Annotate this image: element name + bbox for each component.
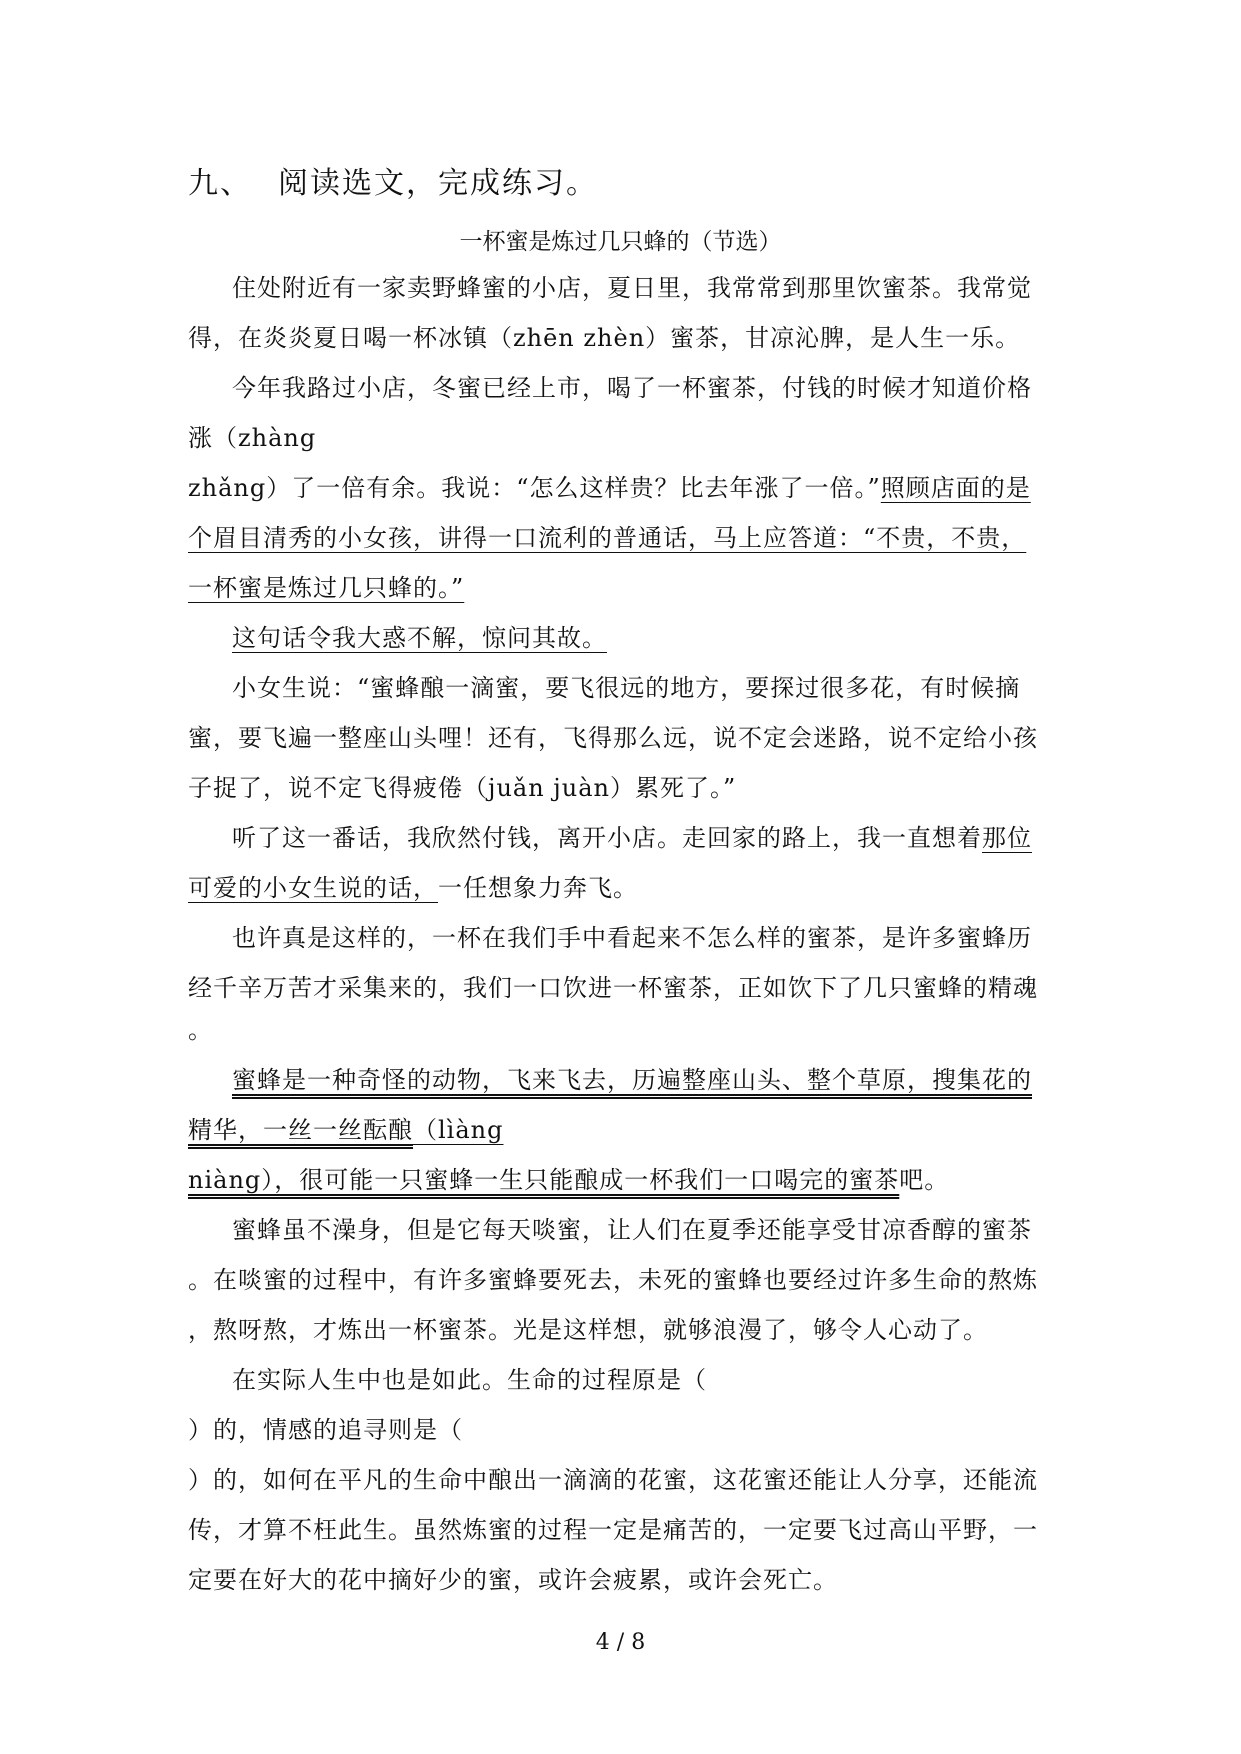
passage-line: 今年我路过小店，冬蜜已经上市，喝了一杯蜜茶，付钱的时候才知道价格 — [232, 374, 1032, 402]
passage-line — [232, 822, 1032, 854]
passage-line: ，熬呀熬，才炼出一杯蜜茶。光是这样想，就够浪漫了，够令人心动了。 — [188, 1316, 988, 1344]
passage-line: 。 — [188, 1016, 213, 1044]
passage-text: 一任想象力奔飞。 — [438, 874, 638, 902]
passage-line: 住处附近有一家卖野蜂蜜的小店，夏日里，我常常到那里饮蜜茶。我常觉 — [232, 274, 1032, 302]
passage-line — [188, 1164, 949, 1196]
question-heading — [188, 164, 598, 204]
passage-line — [188, 472, 1031, 504]
underlined-text: 照顾店面的是 — [880, 474, 1031, 502]
passage-line — [188, 872, 638, 904]
passage-line: 小女生说：“蜜蜂酿一滴蜜，要飞很远的地方，要探过很多花，有时候摘 — [232, 674, 1021, 702]
double-underlined-text: 精华，一丝一丝酝酿 — [188, 1116, 413, 1144]
passage-title: 一杯蜜是炼过几只蜂的（节选） — [459, 229, 782, 255]
passage-text: 吧。 — [899, 1166, 950, 1194]
passage-line: 在实际人生中也是如此。生命的过程原是（ — [232, 1366, 707, 1394]
passage-line: 也许真是这样的，一杯在我们手中看起来不怎么样的蜜茶，是许多蜜蜂历 — [232, 924, 1032, 952]
passage-line: 蜜蜂虽不澡身，但是它每天啖蜜，让人们在夏季还能享受甘凉香醇的蜜茶 — [232, 1216, 1032, 1244]
passage-line: 传，才算不枉此生。虽然炼蜜的过程一定是痛苦的，一定要飞过高山平野，一 — [188, 1516, 1038, 1544]
passage-text: 听了这一番话，我欣然付钱，离开小店。走回家的路上，我一直想着 — [232, 824, 982, 852]
passage-line: 经千辛万苦才采集来的，我们一口饮进一杯蜜茶，正如饮下了几只蜜蜂的精魂 — [188, 974, 1038, 1002]
underlined-text: 那位 — [982, 824, 1032, 852]
double-underlined-text: niàng），很可能一只蜜蜂一生只能酿成一杯我们一口喝完的蜜茶 — [188, 1166, 900, 1194]
page-number: 4 / 8 — [595, 1630, 646, 1655]
passage-line — [188, 1114, 503, 1146]
fill-blank-line: ）的，情感的追寻则是（ — [188, 1416, 463, 1444]
question-instruction: 阅读选文，完成练习。 — [278, 166, 598, 201]
passage-line: 涨（zhàng — [188, 424, 317, 452]
underlined-line: 个眉目清秀的小女孩，讲得一口流利的普通话，马上应答道：“不贵，不贵， — [188, 524, 1027, 552]
underlined-text: 可爱的小女生说的话， — [188, 874, 438, 902]
passage-line: 定要在好大的花中摘好少的蜜，或许会疲累，或许会死亡。 — [188, 1566, 838, 1594]
double-underlined-line: 蜜蜂是一种奇怪的动物，飞来飞去，历遍整座山头、整个草原，搜集花的 — [232, 1066, 1032, 1094]
passage-line: 蜜，要飞遍一整座山头哩！还有，飞得那么远，说不定会迷路，说不定给小孩 — [188, 724, 1038, 752]
underlined-text: （lìàng — [413, 1116, 504, 1144]
passage-text: zhǎng）了一倍有余。我说：“怎么这样贵？比去年涨了一倍。” — [188, 474, 881, 502]
passage-line: 子捉了，说不定飞得疲倦（juǎn juàn）累死了。” — [188, 774, 737, 802]
question-number: 九、 — [188, 166, 252, 201]
passage-line: 得，在炎炎夏日喝一杯冰镇（zhēn zhèn）蜜茶，甘凉沁脾，是人生一乐。 — [188, 324, 1021, 352]
underlined-line: 一杯蜜是炼过几只蜂的。” — [188, 574, 465, 602]
passage-line: 。在啖蜜的过程中，有许多蜜蜂要死去，未死的蜜蜂也要经过许多生命的熬炼 — [188, 1266, 1038, 1294]
fill-blank-line: ）的，如何在平凡的生命中酿出一滴滴的花蜜，这花蜜还能让人分享，还能流 — [188, 1466, 1038, 1494]
underlined-line: 这句话令我大惑不解，惊问其故。 — [232, 624, 607, 652]
